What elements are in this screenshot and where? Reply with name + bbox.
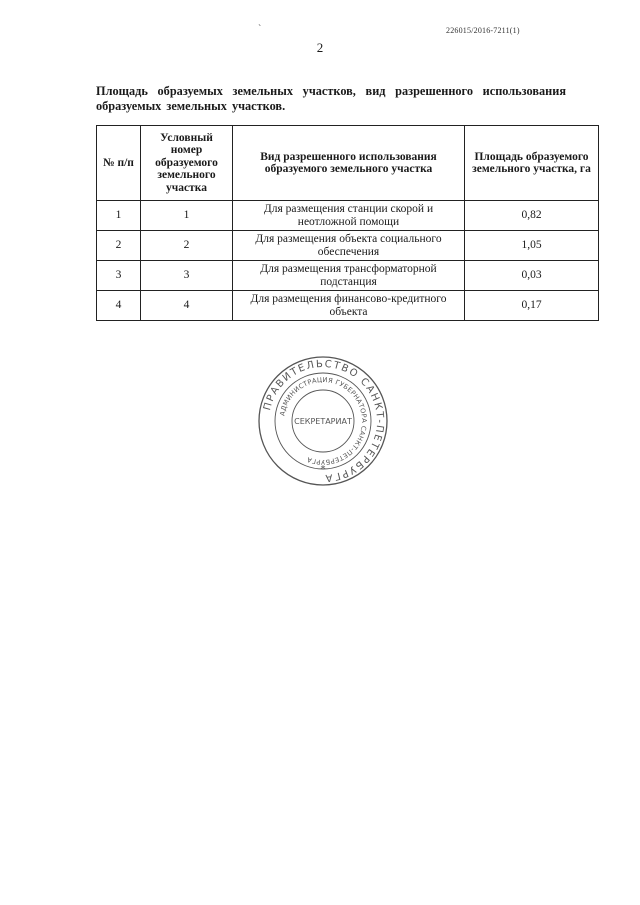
scan-mark: ` — [258, 24, 262, 35]
cell-permitted-use: Для размещения трансформаторной подстанция — [233, 261, 465, 291]
header-row-number: № п/п — [97, 126, 141, 201]
table-header-row — [97, 126, 599, 201]
cell-conditional-number: 3 — [141, 261, 233, 291]
document-registration-number: 226015/2016-7211(1) — [446, 26, 520, 35]
cell-area: 0,82 — [465, 201, 599, 231]
section-heading: Площадь образуемых земельных участков, вид разрешенного использования образуемых земельных участков. — [96, 84, 566, 113]
seal-star-icon: * — [320, 464, 326, 475]
header-permitted-use: Вид разрешенного использования образуемого земельного участка — [233, 126, 465, 201]
seal-center-text: СЕКРЕТАРИАТ — [294, 417, 352, 426]
cell-permitted-use: Для размещения объекта социального обеспечения — [233, 231, 465, 261]
cell-conditional-number: 1 — [141, 201, 233, 231]
cell-area: 1,05 — [465, 231, 599, 261]
cell-area: 0,17 — [465, 291, 599, 321]
table-row — [97, 231, 599, 261]
header-conditional-number: Условный номер образуемого земельного участка — [141, 126, 233, 201]
land-plots-table — [96, 125, 599, 321]
table-row — [97, 201, 599, 231]
cell-row-number: 1 — [97, 201, 141, 231]
cell-area: 0,03 — [465, 261, 599, 291]
table-row — [97, 291, 599, 321]
cell-row-number: 4 — [97, 291, 141, 321]
seal-outer-text: ПРАВИТЕЛЬСТВО САНКТ-ПЕТЕРБУРГА — [262, 358, 386, 484]
cell-permitted-use: Для размещения станции скорой и неотложной помощи — [233, 201, 465, 231]
cell-row-number: 3 — [97, 261, 141, 291]
cell-conditional-number: 4 — [141, 291, 233, 321]
header-area: Площадь образуемого земельного участка, га — [465, 126, 599, 201]
cell-permitted-use: Для размещения финансово-кредитного объекта — [233, 291, 465, 321]
page-number: 2 — [316, 40, 324, 55]
official-seal — [256, 354, 390, 488]
cell-conditional-number: 2 — [141, 231, 233, 261]
table-row — [97, 261, 599, 291]
cell-row-number: 2 — [97, 231, 141, 261]
seal-inner-text: АДМИНИСТРАЦИЯ ГУБЕРНАТОРА САНКТ-ПЕТЕРБУРГА — [278, 375, 369, 467]
